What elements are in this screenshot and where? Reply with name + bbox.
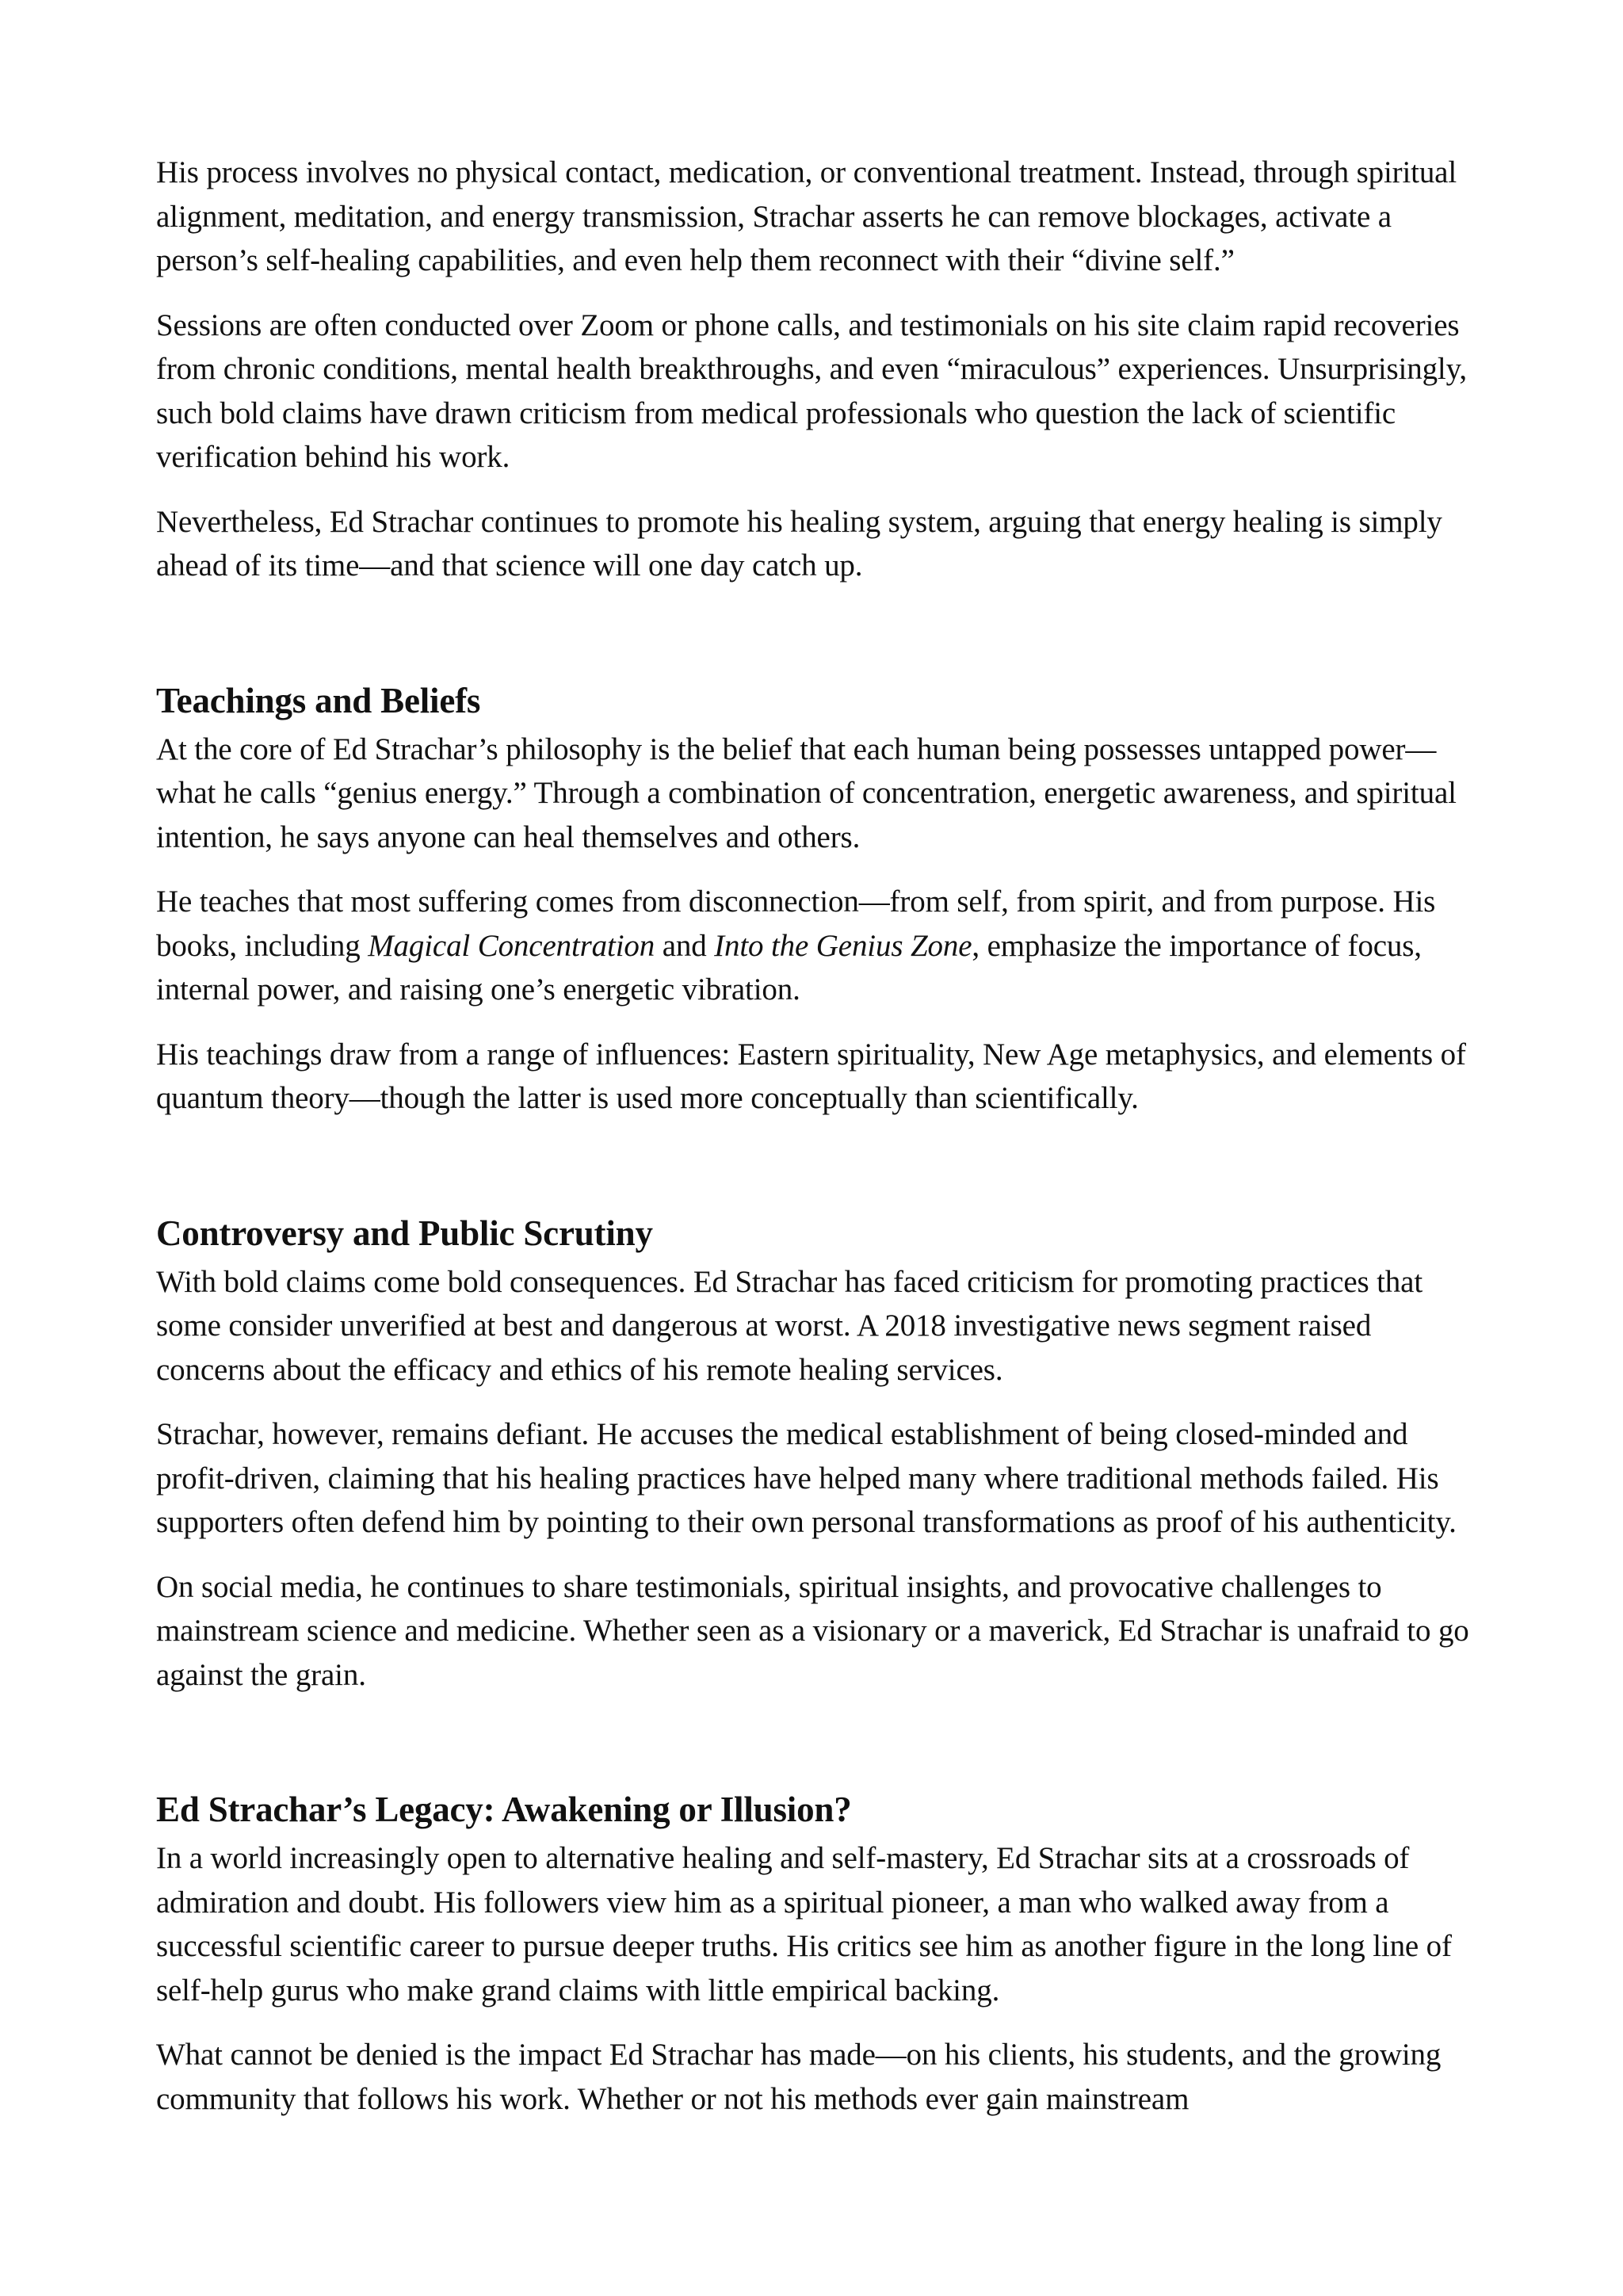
paragraph: At the core of Ed Strachar’s philosophy is the belief that each human being possesses untapped power—what he calls “genius energy.” Through a combination of concentration, energetic awareness, and spiritual intention, he says anyone can heal themselves and others. xyxy=(156,732,1457,854)
paragraph: What cannot be denied is the impact Ed Strachar has made—on his clients, his students, and the growing community that follows his work. Whether or not his methods ever gain mainstream xyxy=(156,2038,1442,2116)
paragraph: Strachar, however, remains defiant. He accuses the medical establishment of being closed-minded and profit-driven, claiming that his healing practices have helped many where traditional methods failed. His supporters often defend him by pointing to their own personal transformations as proof of his authenticity. xyxy=(156,1417,1457,1539)
book-title: Magical Concentration xyxy=(368,928,655,963)
section-heading-legacy: Ed Strachar’s Legacy: Awakening or Illusion? xyxy=(156,1790,852,1829)
text-run: He teaches that most suffering comes from disconnection—from self, from spirit, and from purpose. His books, including xyxy=(156,884,1436,963)
text-run: , emphasize the importance of focus, internal power, and raising one’s energetic vibration. xyxy=(156,928,1422,1007)
book-title: Into the Genius Zone xyxy=(714,928,972,963)
text-run: and xyxy=(655,928,715,963)
paragraph: Nevertheless, Ed Strachar continues to promote his healing system, arguing that energy healing is simply ahead of its time—and that science will one day catch up. xyxy=(156,504,1442,583)
paragraph: Sessions are often conducted over Zoom or phone calls, and testimonials on his site claim rapid recoveries from chronic conditions, mental health breakthroughs, and even “miraculous” experiences. Unsurprisingly, such bold claims have drawn criticism from medical professionals who question the lack of scientific verification behind his work. xyxy=(156,308,1468,474)
section-heading-controversy: Controversy and Public Scrutiny xyxy=(156,1213,653,1253)
section-gap xyxy=(156,609,1487,678)
paragraph: His process involves no physical contact, medication, or conventional treatment. Instead, through spiritual alignment, meditation, and energy transmission, Strachar asserts he can remove blockages, activate a person’s self-healing capabilities, and even help them reconnect with their “divine self.” xyxy=(156,155,1457,277)
section-gap xyxy=(156,1141,1487,1211)
section-gap xyxy=(156,1717,1487,1787)
paragraph: His teachings draw from a range of influences: Eastern spirituality, New Age metaphysics, and elements of quantum theory—though the latter is used more conceptually than scientifically. xyxy=(156,1037,1466,1115)
section-heading-teachings: Teachings and Beliefs xyxy=(156,680,481,720)
paragraph: With bold claims come bold consequences. Ed Strachar has faced criticism for promoting practices that some consider unverified at best and dangerous at worst. A 2018 investigative news segment raised concerns about the efficacy and ethics of his remote healing services. xyxy=(156,1264,1423,1387)
document-page xyxy=(156,151,1487,2141)
paragraph-with-book-titles xyxy=(156,880,1487,1012)
paragraph: In a world increasingly open to alternative healing and self-mastery, Ed Strachar sits at a crossroads of admiration and doubt. His followers view him as a spiritual pioneer, a man who walked away from a successful scientific career to pursue deeper truths. His critics see him as another figure in the long line of self-help gurus who make grand claims with little empirical backing. xyxy=(156,1841,1452,2008)
paragraph: On social media, he continues to share testimonials, spiritual insights, and provocative challenges to mainstream science and medicine. Whether seen as a visionary or a maverick, Ed Strachar is unafraid to go against the grain. xyxy=(156,1569,1469,1692)
